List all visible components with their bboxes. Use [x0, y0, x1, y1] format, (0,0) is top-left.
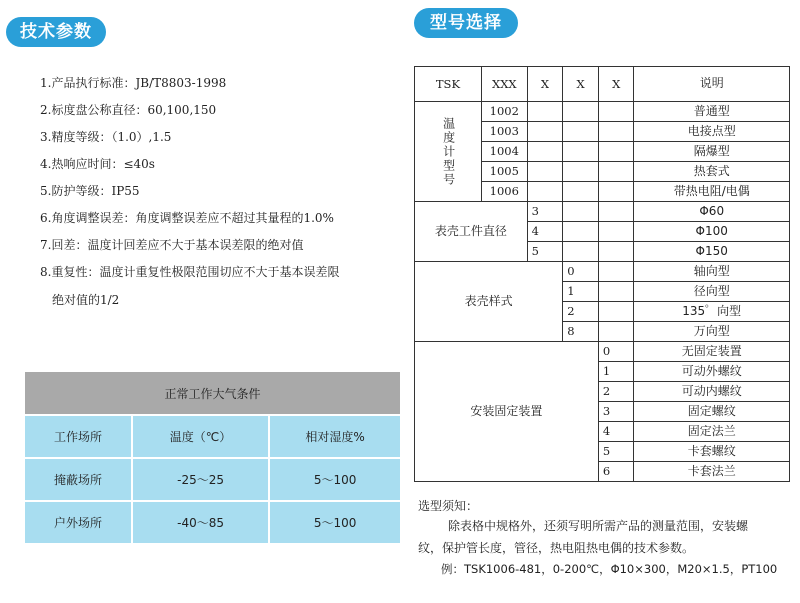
desc-cell: Φ60 [634, 202, 790, 222]
header-cell: X [563, 67, 599, 102]
code-cell: 1 [563, 282, 599, 302]
code-cell: 1003 [481, 122, 527, 142]
code-cell: 5 [527, 242, 563, 262]
desc-cell: 带热电阻/电偶 [634, 182, 790, 202]
tech-params-title: 技术参数 [6, 17, 106, 47]
spec-protection: 5.防护等级：IP55 [40, 184, 140, 198]
header-cell: TSK [415, 67, 482, 102]
code-cell: 1004 [481, 142, 527, 162]
desc-cell: 可动内螺纹 [634, 382, 790, 402]
code-cell: 4 [598, 422, 634, 442]
code-cell: 1006 [481, 182, 527, 202]
table-row [415, 262, 790, 282]
code-cell: 2 [598, 382, 634, 402]
desc-cell: 热套式 [634, 162, 790, 182]
table-cell: 掩蔽场所 [25, 458, 132, 501]
notes-line-2: 纹，保护管长度，管径，热电阻热电偶的技术参数。 [418, 541, 695, 555]
desc-cell: 卡套法兰 [634, 462, 790, 482]
table-cell: -40～85 [132, 501, 269, 543]
header-cell: 相对湿度% [269, 415, 400, 458]
spec-standard: 1.产品执行标准：JB/T8803-1998 [40, 76, 227, 90]
group-label-style: 表壳样式 [415, 262, 563, 342]
header-cell: 工作场所 [25, 415, 132, 458]
desc-cell: 隔爆型 [634, 142, 790, 162]
header-cell: X [598, 67, 634, 102]
desc-cell: 普通型 [634, 102, 790, 122]
spec-angle-error: 6.角度调整误差：角度调整误差应不超过其量程的1.0% [40, 211, 334, 225]
table-header-row [415, 67, 790, 102]
code-cell: 1 [598, 362, 634, 382]
code-cell: 3 [527, 202, 563, 222]
table-cell: 5～100 [269, 458, 400, 501]
table-row [415, 202, 790, 222]
desc-cell: 固定法兰 [634, 422, 790, 442]
table-cell: 户外场所 [25, 501, 132, 543]
code-cell: 0 [563, 262, 599, 282]
code-cell: 8 [563, 322, 599, 342]
header-cell: XXX [481, 67, 527, 102]
code-cell: 2 [563, 302, 599, 322]
code-cell: 3 [598, 402, 634, 422]
desc-cell: 电接点型 [634, 122, 790, 142]
table-row [25, 415, 400, 458]
code-cell: 1005 [481, 162, 527, 182]
spec-accuracy: 3.精度等级：（1.0）,1.5 [40, 130, 172, 144]
spec-diameter: 2.标度盘公称直径：60,100,150 [40, 103, 217, 117]
header-cell: 说明 [634, 67, 790, 102]
header-cell: X [527, 67, 563, 102]
group-label-thermo: 温度计型号 [415, 102, 482, 202]
desc-cell: 万向型 [634, 322, 790, 342]
table-row [415, 342, 790, 362]
notes-heading: 选型须知： [418, 499, 479, 513]
code-cell: 6 [598, 462, 634, 482]
desc-cell: 卡套螺纹 [634, 442, 790, 462]
code-cell: 0 [598, 342, 634, 362]
code-cell: 4 [527, 222, 563, 242]
notes-line-1: 除表格中规格外，还须写明所需产品的测量范围，安装螺 [448, 519, 749, 533]
desc-cell: Φ150 [634, 242, 790, 262]
group-label-diameter: 表壳工件直径 [415, 202, 528, 262]
desc-cell: 固定螺纹 [634, 402, 790, 422]
desc-cell: 可动外螺纹 [634, 362, 790, 382]
table-row [415, 102, 790, 122]
desc-cell: Φ100 [634, 222, 790, 242]
conditions-title: 正常工作大气条件 [25, 372, 400, 415]
header-cell: 温度（℃） [132, 415, 269, 458]
table-row [25, 501, 400, 543]
desc-cell: 径向型 [634, 282, 790, 302]
table-cell: -25～25 [132, 458, 269, 501]
conditions-table [25, 372, 400, 543]
notes-example: 例：TSK1006-481，0-200℃，Φ10×300，M20×1.5，PT100 [441, 562, 778, 576]
desc-cell: 无固定装置 [634, 342, 790, 362]
model-select-title: 型号选择 [414, 8, 518, 38]
spec-repeatability: 8.重复性：温度计重复性极限范围切应不大于基本误差限 [40, 265, 340, 279]
desc-cell: 135゜向型 [634, 302, 790, 322]
table-row [25, 458, 400, 501]
code-cell: 5 [598, 442, 634, 462]
group-label-mount: 安装固定装置 [415, 342, 599, 482]
spec-repeatability-cont: 绝对值的1/2 [52, 293, 120, 307]
table-cell: 5～100 [269, 501, 400, 543]
spec-response-time: 4.热响应时间：≤40s [40, 157, 155, 171]
code-cell: 1002 [481, 102, 527, 122]
desc-cell: 轴向型 [634, 262, 790, 282]
spec-hysteresis: 7.回差：温度计回差应不大于基本误差限的绝对值 [40, 238, 304, 252]
model-table [414, 66, 790, 482]
